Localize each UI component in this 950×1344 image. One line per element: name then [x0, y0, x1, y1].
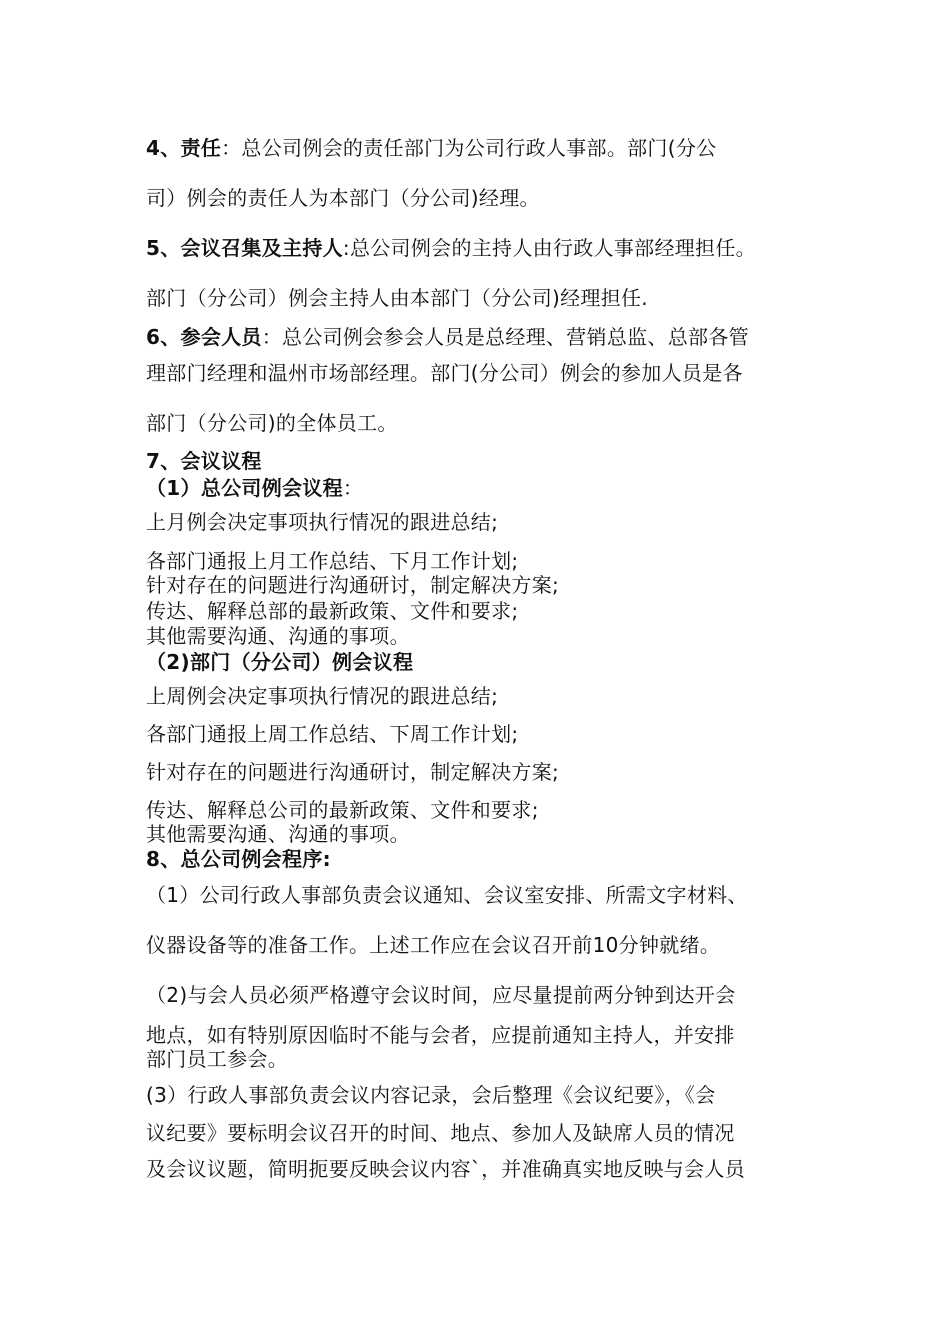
- list-item: 其他需要沟通、沟通的事项。: [146, 624, 410, 648]
- list-item: 上周例会决定事项执行情况的跟进总结;: [146, 684, 499, 708]
- list-item: 各部门通报上月工作总结、下月工作计划;: [146, 549, 519, 573]
- list-item: 针对存在的问题进行沟通研讨，制定解决方案;: [146, 573, 560, 597]
- list-item: 其他需要沟通、沟通的事项。: [146, 822, 410, 846]
- paragraph-line: [146, 476, 363, 500]
- paragraph-line: [146, 325, 749, 349]
- paragraph-line: 理部门经理和温州市场部经理。部门(分公司）例会的参加人员是各: [146, 361, 743, 385]
- paragraph-line: 司）例会的责任人为本部门（分公司)经理。: [146, 186, 540, 210]
- line-text: ：总公司例会参会人员是总经理、营销总监、总部各管: [261, 325, 749, 349]
- paragraph-line: 部门（分公司）例会主持人由本部门（分公司)经理担任.: [146, 286, 648, 310]
- list-item: 传达、解释总部的最新政策、文件和要求;: [146, 599, 519, 623]
- line-text: ：总公司例会的责任部门为公司行政人事部。部门(分公: [221, 136, 717, 160]
- list-item: 各部门通报上周工作总结、下周工作计划;: [146, 722, 519, 746]
- subsection-heading: （2)部门（分公司）例会议程: [146, 650, 414, 674]
- list-item: 传达、解释总公司的最新政策、文件和要求;: [146, 798, 539, 822]
- section-heading: 4、责任: [146, 136, 222, 160]
- line-text: ：: [342, 476, 364, 500]
- list-item: 上月例会决定事项执行情况的跟进总结;: [146, 510, 499, 534]
- paragraph-line: 仪器设备等的准备工作。上述工作应在会议召开前10分钟就绪。: [146, 933, 721, 957]
- paragraph-line: 及会议议题，简明扼要反映会议内容`，并准确真实地反映与会人员: [146, 1157, 745, 1181]
- section-heading: 7、会议议程: [146, 449, 262, 473]
- paragraph-line: 部门（分公司)的全体员工。: [146, 411, 398, 435]
- line-text: :总公司例会的主持人由行政人事部经理担任。: [342, 236, 756, 260]
- paragraph-line: （1）公司行政人事部负责会议通知、会议室安排、所需文字材料、: [146, 883, 748, 907]
- subsection-heading: （1）总公司例会议程: [146, 476, 343, 500]
- paragraph-line: （2)与会人员必须严格遵守会议时间，应尽量提前两分钟到达开会: [146, 983, 736, 1007]
- paragraph-line: 地点，如有特别原因临时不能与会者，应提前通知主持人，并安排: [146, 1023, 735, 1047]
- list-item: 针对存在的问题进行沟通研讨，制定解决方案;: [146, 760, 560, 784]
- paragraph-line: 部门员工参会。: [146, 1047, 289, 1071]
- paragraph-line: [146, 136, 716, 160]
- section-heading: 6、参会人员: [146, 325, 262, 349]
- paragraph-line: [146, 236, 756, 260]
- section-heading: 8、总公司例会程序:: [146, 847, 331, 871]
- paragraph-line: 议纪要》要标明会议召开的时间、地点、参加人及缺席人员的情况: [146, 1121, 735, 1145]
- section-heading: 5、会议召集及主持人: [146, 236, 343, 260]
- paragraph-line: (3）行政人事部负责会议内容记录，会后整理《会议纪要》，《会: [146, 1083, 716, 1107]
